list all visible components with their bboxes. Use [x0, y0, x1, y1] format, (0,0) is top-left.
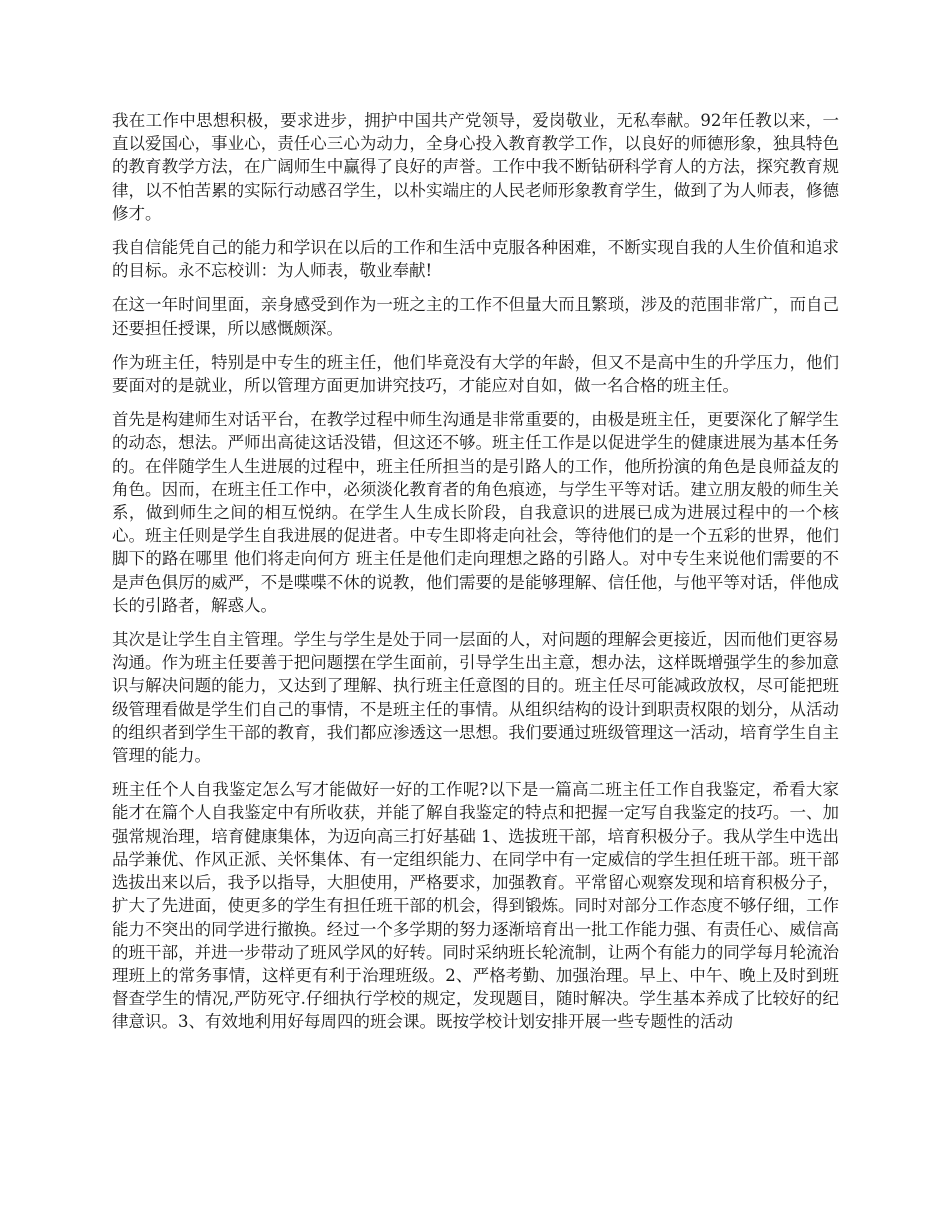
- paragraph-1: 我在工作中思想积极，要求进步，拥护中国共产党领导，爱岗敬业，无私奉献。92年任教以来，一直以爱国心，事业心，责任心三心为动力，全身心投入教育教学工作，以良好的师德形象，独具特色的教育教学方法，在广阔师生中赢得了良好的声誉。工作中我不断钻研科学育人的方法，探究教育规律，以不怕苦累的实际行动感召学生，以朴实端庄的人民老师形象教育学生，做到了为人师表，修德修才。: [112, 111, 839, 223]
- document-body: [112, 109, 839, 1045]
- paragraph-4: 作为班主任，特别是中专生的班主任，他们毕竟没有大学的年龄，但又不是高中生的升学压力，他们要面对的是就业，所以管理方面更加讲究技巧，才能应对自如，做一名合格的班主任。: [112, 352, 839, 396]
- paragraph-5: 首先是构建师生对话平台，在教学过程中师生沟通是非常重要的，由极是班主任，更要深化了解学生的动态，想法。严师出高徒这话没错，但这还不够。班主任工作是以促进学生的健康进展为基本任务的。在伴随学生人生进展的过程中，班主任所担当的是引路人的工作，他所扮演的角色是良师益友的角色。因而，在班主任工作中，必须淡化教育者的角色痕迹，与学生平等对话。建立朋友般的师生关系，做到师生之间的相互悦纳。在学生人生成长阶段，自我意识的进展已成为进展过程中的一个核心。班主任则是学生自我进展的促进者。中专生即将走向社会，等待他们的是一个五彩的世界，他们脚下的路在哪里 他们将走向何方 班主任是他们走向理想之路的引路人。对中专生来说他们需要的不是声色俱厉的威严，不是喋喋不休的说教，他们需要的是能够理解、信任他，与他平等对话，伴他成长的引路者，解惑人。: [112, 410, 839, 615]
- paragraph-3: 在这一年时间里面，亲身感受到作为一班之主的工作不但量大而且繁琐，涉及的范围非常广，而自己还要担任授课，所以感慨颇深。: [112, 295, 839, 338]
- paragraph-6: 其次是让学生自主管理。学生与学生是处于同一层面的人，对问题的理解会更接近，因而他们更容易沟通。作为班主任要善于把问题摆在学生面前，引导学生出主意，想办法，这样既增强学生的参加意识与解决问题的能力，又达到了理解、执行班主任意图的目的。班主任尽可能减政放权，尽可能把班级管理看做是学生们自己的事情，不是班主任的事情。从组织结构的设计到职责权限的划分，从活动的组织者到学生干部的教育，我们都应渗透这一思想。我们要通过班级管理这一活动，培育学生自主管理的能力。: [112, 630, 839, 766]
- paragraph-2: 我自信能凭自己的能力和学识在以后的工作和生活中克服各种困难，不断实现自我的人生价值和追求的目标。永不忘校训：为人师表，敬业奉献!: [112, 238, 839, 281]
- paragraph-7: 班主任个人自我鉴定怎么写才能做好一好的工作呢?以下是一篇高二班主任工作自我鉴定，希看大家能才在篇个人自我鉴定中有所收获，并能了解自我鉴定的特点和把握一定写自我鉴定的技巧。一、加强常规治理，培育健康集体，为迈向高三打好基础 1、选拔班干部，培育积极分子。我从学生中选出品学兼优、作风正派、关怀集体、有一定组织能力、在同学中有一定威信的学生担任班干部。班干部选拔出来以后，我予以指导，大胆使用，严格要求，加强教育。平常留心观察发现和培育积极分子，扩大了先进面，使更多的学生有担任班干部的机会，得到锻炼。同时对部分工作态度不够仔细，工作能力不突出的同学进行撤换。经过一个多学期的努力逐渐培育出一批工作能力强、有责任心、威信高的班干部，并进一步带动了班风学风的好转。同时采纳班长轮流制，让两个有能力的同学每月轮流治理班上的常务事情，这样更有利于治理班级。2、严格考勤、加强治理。早上、中午、晚上及时到班督查学生的情况,严防死守.仔细执行学校的规定，发现题目，随时解决。学生基本养成了比较好的纪律意识。3、有效地利用好每周四的班会课。既按学校计划安排开展一些专题性的活动: [112, 780, 839, 1032]
